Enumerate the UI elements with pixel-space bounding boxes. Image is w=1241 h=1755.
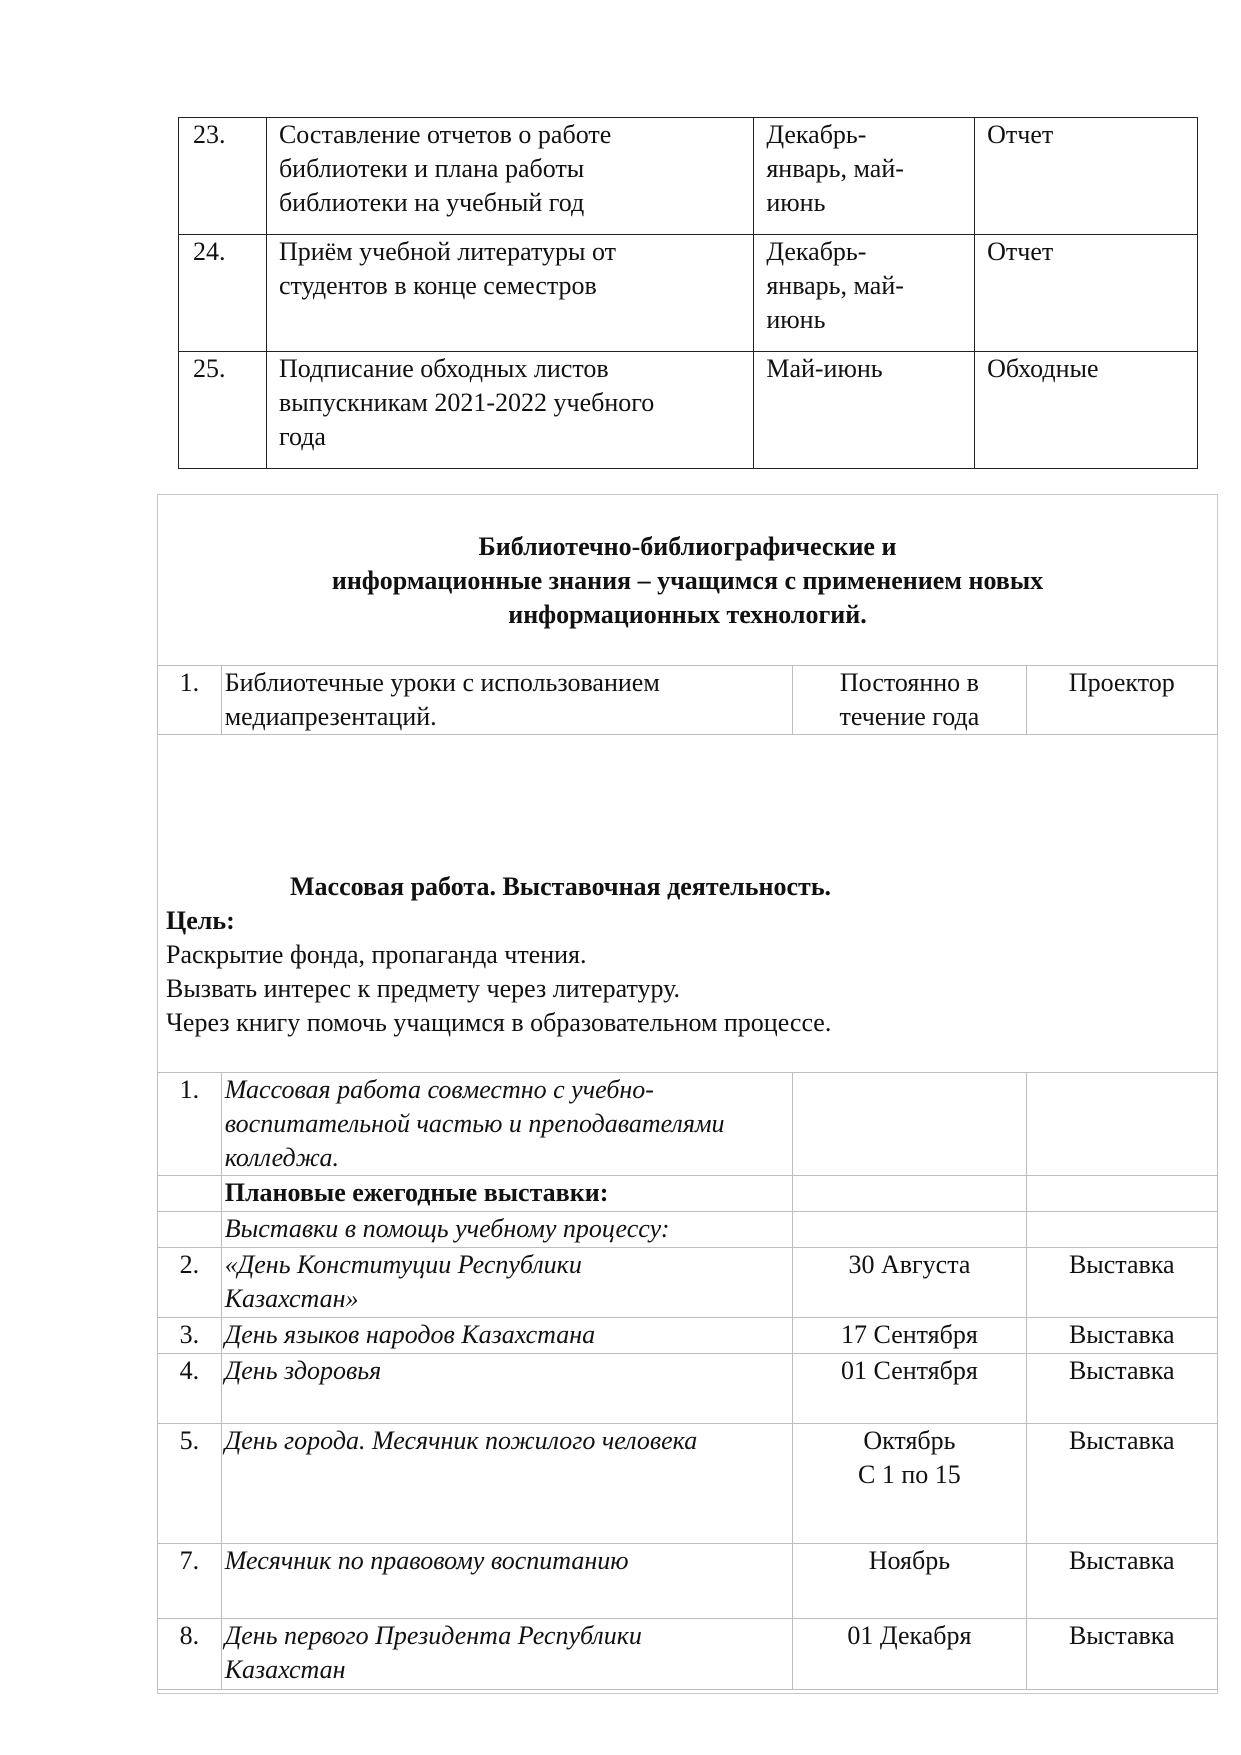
table-row xyxy=(158,666,1218,735)
section-heading-mass-work: Массовая работа. Выставочная деятельность. xyxy=(290,872,832,901)
row-description: Составление отчетов о работе библиотеки и плана работы библиотеки на учебный год xyxy=(266,118,753,235)
goal-item: Раскрытие фонда, пропаганда чтения. xyxy=(166,940,587,969)
table-row xyxy=(158,1248,1218,1318)
table-row xyxy=(179,235,1198,352)
row-type: Выставка xyxy=(1026,1248,1217,1318)
row-description: Массовая работа совместно с учебно- воспитательной частью и преподавателями колледжа. xyxy=(221,1073,793,1176)
section-heading-information: Библиотечно-библиографические и информационные знания – учащимся с применением новых информационных технологий. xyxy=(331,532,1044,629)
row-description: День здоровья xyxy=(221,1354,793,1424)
table-row xyxy=(179,352,1198,469)
table-row xyxy=(158,1544,1218,1619)
table-row xyxy=(158,1424,1218,1544)
row-type: Выставка xyxy=(1026,1354,1217,1424)
row-description: День языков народов Казахстана xyxy=(221,1318,793,1354)
row-number: 1. xyxy=(158,1073,222,1176)
row-type: Выставка xyxy=(1026,1318,1217,1354)
row-date xyxy=(793,1073,1026,1176)
row-date: Постоянно в течение года xyxy=(793,666,1026,735)
row-date: 30 Августа xyxy=(793,1248,1026,1318)
row-date: Декабрь- январь, май- июнь xyxy=(754,235,975,352)
row-type: Выставка xyxy=(1026,1544,1217,1619)
row-date: 01 Сентября xyxy=(793,1354,1026,1424)
row-number: 25. xyxy=(179,352,267,469)
row-number: 7. xyxy=(158,1544,222,1619)
row-number: 24. xyxy=(179,235,267,352)
row-number xyxy=(158,1212,222,1248)
row-type xyxy=(1026,1176,1217,1212)
row-type xyxy=(1026,1073,1217,1176)
goal-label: Цель: xyxy=(166,906,235,935)
row-number: 23. xyxy=(179,118,267,235)
row-number: 1. xyxy=(158,666,222,735)
goal-item: Вызвать интерес к предмету через литературу. xyxy=(166,974,681,1003)
row-date: Ноябрь xyxy=(793,1544,1026,1619)
table-row xyxy=(158,1318,1218,1354)
reports-table xyxy=(178,117,1198,469)
row-date: Октябрь С 1 по 15 xyxy=(793,1424,1026,1544)
mass-work-section xyxy=(166,870,1206,1040)
goal-item: Через книгу помочь учащимся в образовательном процессе. xyxy=(166,1008,832,1037)
table-row xyxy=(158,1212,1218,1248)
row-description: Месячник по правовому воспитанию xyxy=(221,1544,793,1619)
row-description: Подписание обходных листов выпускникам 2021-2022 учебного года xyxy=(266,352,753,469)
row-number: 5. xyxy=(158,1424,222,1544)
table-row xyxy=(158,1354,1218,1424)
row-number: 4. xyxy=(158,1354,222,1424)
row-date: Май-июнь xyxy=(754,352,975,469)
row-description: «День Конституции Республики Казахстан» xyxy=(221,1248,793,1318)
row-number: 3. xyxy=(158,1318,222,1354)
row-type xyxy=(1026,1212,1217,1248)
row-date: Декабрь- январь, май- июнь xyxy=(754,118,975,235)
row-date: 01 Декабря xyxy=(793,1619,1026,1690)
row-number xyxy=(158,1176,222,1212)
row-type: Выставка xyxy=(1026,1619,1217,1690)
row-number: 8. xyxy=(158,1619,222,1690)
row-description: Плановые ежегодные выставки: xyxy=(221,1176,793,1212)
information-table xyxy=(157,665,1218,735)
table-row xyxy=(158,1176,1218,1212)
row-number: 2. xyxy=(158,1248,222,1318)
row-date xyxy=(793,1176,1026,1212)
row-description: День города. Месячник пожилого человека xyxy=(221,1424,793,1544)
table-row xyxy=(179,118,1198,235)
row-result: Отчет xyxy=(975,118,1198,235)
row-date xyxy=(793,1212,1026,1248)
row-result: Отчет xyxy=(975,235,1198,352)
row-description: Библиотечные уроки с использованием медиапрезентаций. xyxy=(221,666,793,735)
exhibitions-table xyxy=(157,1072,1218,1690)
row-type: Выставка xyxy=(1026,1424,1217,1544)
table-row xyxy=(158,1619,1218,1690)
row-date: 17 Сентября xyxy=(793,1318,1026,1354)
table-row xyxy=(158,1073,1218,1176)
row-description: День первого Президента Республики Казахстан xyxy=(221,1619,793,1690)
row-description: Выставки в помощь учебному процессу: xyxy=(221,1212,793,1248)
row-equipment: Проектор xyxy=(1026,666,1217,735)
row-result: Обходные xyxy=(975,352,1198,469)
row-description: Приём учебной литературы от студентов в конце семестров xyxy=(266,235,753,352)
